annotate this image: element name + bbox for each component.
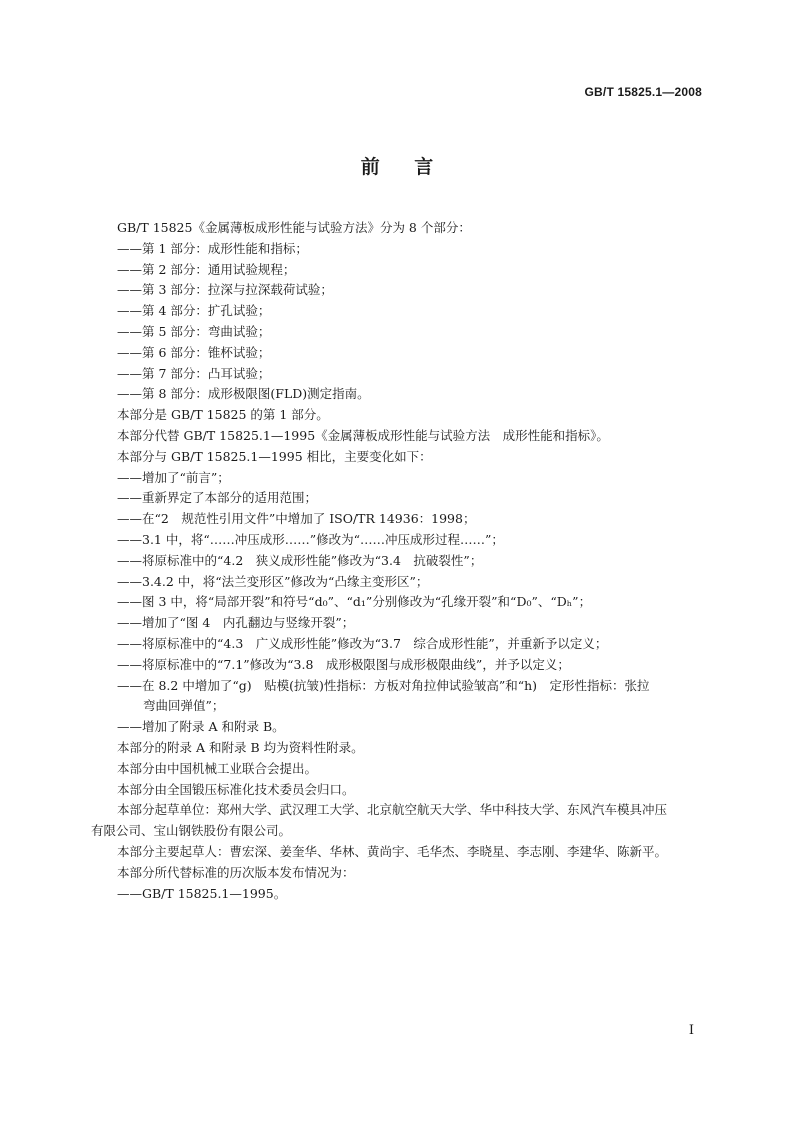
part-list-item: ——第 2 部分：通用试验规程； [117,261,296,277]
part-list-item: ——第 7 部分：凸耳试验； [117,365,271,381]
change-list-item: ——将原标准中的“7.1”修改为“3.8 成形极限图与成形极限曲线”，并予以定义； [117,656,570,672]
preface-body [91,218,705,904]
change-list-item: ——将原标准中的“4.3 广义成形性能”修改为“3.7 综合成形性能”，并重新予以定义； [117,635,608,651]
page-title: 前 言 [360,156,434,178]
change-list-item: ——增加了“前言”； [117,469,230,485]
change-list-item: ——在“2 规范性引用文件”中增加了 ISO/TR 14936：1998； [117,511,476,527]
part-list-item: ——第 3 部分：拉深与拉深载荷试验； [117,282,333,298]
body-paragraph: 本部分是 GB/T 15825 的第 1 部分。 [117,407,329,423]
standard-number-header: GB/T 15825.1—2008 [584,85,702,99]
drafting-units-paragraph: 本部分起草单位：郑州大学、武汉理工大学、北京航空航天大学、华中科技大学、东风汽车模具冲压 [117,802,668,818]
page-number: I [688,1023,694,1038]
body-paragraph: 本部分的附录 A 和附录 B 均为资料性附录。 [117,739,364,755]
intro-paragraph: GB/T 15825《金属薄板成形性能与试验方法》分为 8 个部分： [117,220,471,235]
part-list-item: ——第 1 部分：成形性能和指标； [117,240,308,256]
change-list-item: ——增加了“图 4 内孔翻边与竖缘开裂”； [117,615,355,631]
drafting-units-continuation: 有限公司、宝山钢铁股份有限公司。 [91,823,292,839]
change-list-item: ——增加了附录 A 和附录 B。 [117,719,285,735]
change-list-item-continuation: 弯曲回弹值”； [143,698,225,714]
body-paragraph: 本部分与 GB/T 15825.1—1995 相比，主要变化如下： [117,448,432,464]
body-paragraph: 本部分由中国机械工业联合会提出。 [117,760,318,776]
body-paragraph: 本部分由全国锻压标准化技术委员会归口。 [117,781,355,797]
part-list-item: ——第 5 部分：弯曲试验； [117,323,271,339]
change-list-item: ——图 3 中，将“局部开裂”和符号“d₀”、“d₁”分别修改为“孔缘开裂”和“D₀”、“Dₕ”； [117,594,592,610]
change-list-item: ——3.1 中，将“……冲压成形……”修改为“……冲压成形过程……”； [117,531,504,547]
change-list-item: ——将原标准中的“4.2 狭义成形性能”修改为“3.4 抗破裂性”； [117,552,483,568]
body-paragraph: 本部分所代替标准的历次版本发布情况为： [117,864,355,880]
part-list-item: ——第 4 部分：扩孔试验； [117,303,271,319]
part-list-item: ——第 6 部分：锥杯试验； [117,344,271,360]
history-list-item: ——GB/T 15825.1—1995。 [117,885,287,901]
body-paragraph: 本部分代替 GB/T 15825.1—1995《金属薄板成形性能与试验方法 成形性能和指标》。 [117,427,609,443]
change-list-item: ——在 8.2 中增加了“g) 贴模(抗皱)性指标：方板对角拉伸试验皱高”和“h) 定形性指标：张拉 [117,677,650,693]
change-list-item: ——3.4.2 中，将“法兰变形区”修改为“凸缘主变形区”； [117,573,429,589]
drafters-paragraph: 本部分主要起草人：曹宏深、姜奎华、华林、黄尚宇、毛华杰、李晓星、李志刚、李建华、陈新平。 [117,843,668,859]
part-list-item: ——第 8 部分：成形极限图(FLD)测定指南。 [117,386,370,402]
change-list-item: ——重新界定了本部分的适用范围； [117,490,318,506]
